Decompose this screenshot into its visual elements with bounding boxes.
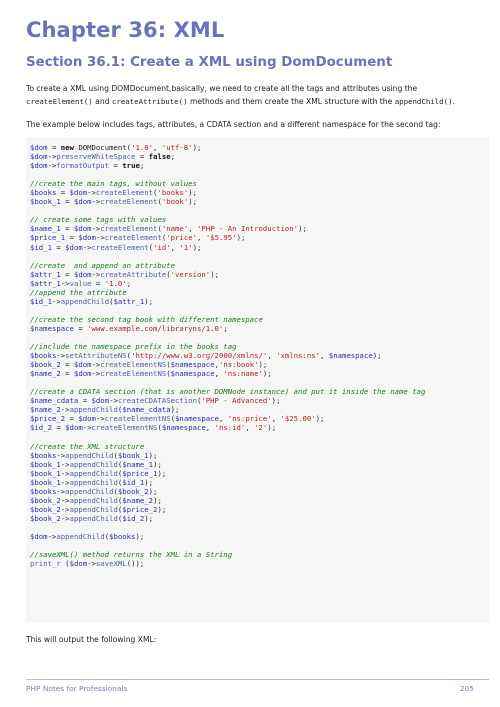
code-token: $book_2 [30, 495, 61, 505]
code-token: ( [117, 495, 123, 505]
code-line [30, 261, 175, 270]
code-token: ( [153, 188, 158, 198]
code-token: ); [315, 414, 325, 424]
code-token: -> [60, 504, 70, 514]
code-token: $id_2 [30, 423, 52, 433]
code-token: $name_1 [30, 224, 61, 234]
code-token: appendChild [56, 532, 105, 542]
code-token: ( [170, 414, 176, 424]
code-token: ( [117, 513, 123, 523]
code-token: $books [30, 450, 57, 460]
code-token: = [78, 396, 92, 406]
code-token: $dom [65, 423, 83, 433]
code-token: ; [170, 152, 176, 162]
code-token: ; [126, 278, 132, 288]
code-token: = [65, 233, 79, 243]
code-token: , [245, 423, 255, 433]
example-paragraph: The example below includes tags, attributes, a CDATA section and a different namespace for the second tag: [26, 120, 441, 129]
code-line [30, 152, 175, 161]
code-line [30, 478, 153, 487]
code-line [30, 351, 382, 360]
code-token: ( [166, 369, 171, 379]
code-token: $books [109, 532, 136, 542]
code-token: ); [192, 242, 202, 252]
code-token: '1.0' [104, 278, 127, 288]
code-token: $book_2 [30, 513, 61, 523]
code-token: 'id' [153, 242, 171, 252]
code-token: '$5.95' [205, 233, 237, 243]
code-token: -> [56, 486, 66, 496]
code-token: //saveXML() method returns the XML in a String [30, 550, 233, 560]
code-line [30, 396, 280, 405]
code-token: $name_2 [30, 405, 61, 415]
code-token: appendChild [65, 450, 114, 460]
code-token: $name_2 [30, 369, 61, 379]
footer-book-title: PHP Notes for Professionals [26, 684, 128, 693]
code-token: -> [109, 396, 118, 406]
code-token: -> [47, 161, 57, 171]
code-token: ( [166, 269, 171, 279]
code-token: //create the XML structure [30, 441, 145, 451]
code-token: ); [144, 477, 154, 487]
code-token: = [135, 152, 149, 162]
code-line [30, 550, 232, 559]
code-token: $dom [69, 559, 88, 569]
code-token: , [267, 351, 277, 361]
code-token: ( [161, 233, 167, 243]
code-line [30, 215, 166, 224]
code-token: = [56, 188, 70, 198]
code-token: $namespace [170, 369, 215, 379]
code-token: 'name' [161, 224, 189, 234]
code-token: -> [60, 468, 70, 478]
code-token: setAttributeNS [65, 351, 127, 361]
intro-code-appendChild: appendChild() [394, 96, 453, 106]
code-token: $name_cdata [122, 405, 171, 415]
code-token: $books [30, 351, 57, 361]
code-line [30, 496, 162, 505]
intro-text-2: and [92, 96, 112, 106]
code-line [30, 324, 228, 333]
code-token: ); [170, 405, 180, 415]
code-line [30, 224, 307, 233]
code-token: ); [153, 495, 162, 505]
code-token: ); [271, 396, 281, 406]
code-token: -> [47, 152, 57, 162]
code-token: , [320, 351, 329, 361]
code-token: = [47, 143, 61, 152]
code-line [30, 451, 157, 460]
code-token: ( [104, 532, 110, 542]
code-token: ); [148, 486, 158, 496]
code-token: ( [126, 351, 132, 361]
code-token: $dom [30, 532, 48, 542]
code-token: ( [196, 396, 202, 406]
section-title: Section 36.1: Create a XML using DomDocument [26, 55, 393, 70]
code-token: = [60, 269, 74, 279]
code-token: appendChild [69, 468, 118, 478]
code-token: //append the attribute [30, 287, 127, 297]
code-token: , [197, 233, 206, 243]
code-token: 'books' [157, 188, 189, 198]
code-token: -> [91, 224, 101, 234]
code-token: preserveWhiteSpace [56, 152, 136, 162]
code-token: //include the namespace prefix in the books tag [30, 342, 237, 352]
code-token: -> [95, 414, 105, 424]
code-token: ( [117, 468, 123, 478]
code-token: 'utf-8' [161, 143, 193, 152]
code-token: -> [87, 188, 96, 198]
code-token: , [214, 360, 219, 370]
code-token: -> [82, 242, 92, 252]
code-token: 'ns:name' [223, 369, 263, 379]
code-token: $attr_1 [30, 269, 61, 279]
code-token: appendChild [69, 405, 118, 415]
code-token: 'book' [161, 197, 189, 207]
code-token: createElement [100, 224, 158, 234]
code-token: = [60, 360, 74, 370]
code-line [30, 297, 153, 306]
code-token: ( [157, 197, 162, 207]
code-token: '1' [179, 242, 193, 252]
code-token: print_r [30, 559, 61, 569]
code-token: = [60, 197, 74, 207]
code-token: createElementNS [100, 369, 167, 379]
output-paragraph: This will output the following XML: [26, 635, 157, 644]
code-line [30, 369, 272, 378]
code-token: ); [144, 513, 154, 523]
code-token: appendChild [69, 495, 118, 505]
code-line [30, 342, 236, 351]
code-token: -> [87, 559, 96, 569]
code-line [30, 505, 166, 514]
code-line [30, 423, 276, 432]
code-token: ); [153, 459, 162, 469]
code-token: -> [60, 477, 70, 487]
code-token: $price_2 [122, 504, 158, 514]
code-token: = [51, 242, 66, 252]
code-token: $id_1 [30, 296, 52, 306]
code-token: ); [135, 532, 145, 542]
code-token: ); [192, 143, 202, 152]
code-token: createAttribute [100, 269, 167, 279]
code-token: ( [109, 296, 114, 306]
chapter-title: Chapter 36: XML [26, 18, 225, 42]
code-token: value [69, 278, 92, 288]
code-token: 'price' [166, 233, 198, 243]
code-token: , [218, 414, 228, 424]
intro-text-1: To create a XML using DOMDocument,basically, we need to create all the tags and attributes using the [26, 84, 418, 93]
code-token: appendChild [69, 477, 118, 487]
code-token: = [65, 414, 79, 424]
code-token: ); [372, 351, 382, 361]
code-token: -> [60, 278, 70, 288]
code-token: $dom [30, 143, 48, 152]
code-token: $dom [78, 233, 96, 243]
code-token: $book_1 [30, 197, 61, 207]
code-token: , [205, 423, 215, 433]
code-token: 'PHP - An Introduction' [197, 224, 299, 234]
code-line [30, 233, 245, 242]
code-token: $dom [73, 269, 92, 279]
code-token: $namespace [30, 323, 74, 333]
code-token: // create some tags with values [30, 215, 167, 225]
code-token: ); [188, 197, 198, 207]
code-token: ( [113, 450, 118, 460]
code-token: '$25.00' [280, 414, 316, 424]
code-token: $dom [78, 414, 96, 424]
code-token: -> [91, 369, 101, 379]
code-token: , [188, 224, 198, 234]
code-token: $name_cdata [30, 396, 79, 406]
code-token: $price_1 [30, 233, 66, 243]
code-token: = [91, 278, 105, 288]
code-token: -> [60, 513, 70, 523]
code-token: appendChild [69, 504, 118, 514]
code-token: -> [95, 233, 105, 243]
code-token: appendChild [65, 486, 114, 496]
code-line [30, 487, 157, 496]
code-line [30, 559, 144, 568]
code-line [30, 279, 131, 288]
code-token: $dom [73, 360, 92, 370]
code-token: ); [144, 296, 154, 306]
code-line [30, 143, 201, 152]
code-line [30, 161, 144, 170]
code-token: -> [91, 269, 101, 279]
code-token: $dom [91, 396, 110, 406]
code-token: ( [117, 459, 123, 469]
code-line [30, 460, 162, 469]
code-token: -> [56, 450, 66, 460]
code-token: saveXML [95, 559, 127, 569]
footer-page-number: 205 [459, 684, 474, 693]
code-token: createElementNS [100, 360, 167, 370]
code-token: appendChild [60, 296, 110, 306]
code-token: ); [267, 423, 277, 433]
code-token: $attr_1 [113, 296, 145, 306]
code-token: 'ns:id' [214, 423, 246, 433]
code-token: 'http://www.w3.org/2000/xmlns/' [131, 351, 268, 361]
code-token: $dom [30, 152, 48, 162]
code-token: -> [51, 296, 61, 306]
code-token: 'version' [170, 269, 211, 279]
code-line [30, 387, 425, 396]
code-token: $book_2 [30, 360, 61, 370]
code-token: false [148, 152, 171, 162]
code-token: 'PHP - Advanced' [201, 396, 272, 406]
code-line [30, 188, 197, 197]
code-token: ( [117, 504, 123, 514]
code-token: formatOutput [56, 161, 110, 171]
code-token: , [214, 369, 224, 379]
code-token: ); [148, 450, 158, 460]
code-token: ( [157, 423, 162, 433]
intro-code-createElement: createElement() [26, 96, 93, 106]
code-token: DOMDocument( [73, 143, 132, 152]
code-line [30, 288, 127, 297]
code-token: $book_1 [117, 450, 149, 460]
code-token: $book_2 [117, 486, 149, 496]
code-token: ( [166, 360, 171, 370]
code-token: -> [91, 197, 101, 207]
code-token: 'xmlns:ns' [276, 351, 320, 361]
code-token: $name_2 [122, 495, 154, 505]
code-token: ); [236, 233, 246, 243]
code-token: ( [117, 405, 123, 415]
code-token: $dom [73, 369, 92, 379]
code-token: $book_1 [30, 468, 61, 478]
code-token: ( [117, 477, 123, 487]
code-token: ; [223, 323, 228, 333]
code-token: $namespace [161, 423, 206, 433]
code-token: -> [82, 423, 92, 433]
code-line [30, 179, 197, 188]
code-token: $books [30, 188, 57, 198]
code-token: appendChild [69, 459, 118, 469]
code-token: $dom [65, 242, 83, 252]
code-token: $book_1 [30, 459, 61, 469]
code-token: //create the second tag book with different namespace [30, 314, 263, 324]
code-token: -> [47, 532, 57, 542]
code-token: //create and append an attribute [30, 260, 175, 270]
code-token: createElement [91, 242, 149, 252]
code-token: $name_1 [122, 459, 154, 469]
code-line [30, 360, 267, 369]
code-token: createElement [104, 233, 162, 243]
code-token: ); [262, 369, 272, 379]
code-token: ( [157, 224, 162, 234]
code-token: = [60, 369, 74, 379]
code-token: $dom [73, 197, 92, 207]
code-token: ); [157, 504, 167, 514]
intro-text-3: methods and them create the XML structure with the [187, 96, 395, 106]
code-token: true [122, 161, 140, 171]
code-listing [26, 137, 489, 568]
code-line [30, 414, 324, 423]
code-token: ( [113, 486, 118, 496]
intro-text-4: . [452, 96, 455, 106]
code-token: createElementNS [91, 423, 158, 433]
footer-divider [26, 679, 489, 680]
code-token: $book_2 [30, 504, 61, 514]
code-line [30, 243, 201, 252]
code-token: //create the main tags, without values [30, 179, 197, 189]
code-token: -> [56, 351, 66, 361]
code-token: ; [139, 161, 145, 171]
code-token: 'ns:book' [218, 360, 259, 370]
code-token: -> [91, 360, 101, 370]
code-line [30, 315, 263, 324]
code-token: ()); [126, 559, 145, 569]
code-block [26, 137, 489, 622]
code-token: createElementNS [104, 414, 171, 424]
code-token: $attr_1 [30, 278, 61, 288]
code-token: $price_2 [30, 414, 66, 424]
code-token: $namespace [175, 414, 219, 424]
code-token: appendChild [69, 513, 118, 523]
code-token: $namespace [328, 351, 373, 361]
code-token: createCDATASection [117, 396, 197, 406]
code-token: $price_1 [122, 468, 158, 478]
code-token: 'www.example.com/libraryns/1.0' [87, 323, 224, 333]
code-token: createElement [95, 188, 154, 198]
code-token: ); [258, 360, 268, 370]
code-token: = [51, 423, 66, 433]
code-token: new [60, 143, 74, 152]
code-token: = [60, 224, 74, 234]
code-token: $id_1 [122, 477, 145, 487]
code-token: -> [60, 459, 70, 469]
code-token: '2' [254, 423, 268, 433]
code-token: , [271, 414, 281, 424]
code-line [30, 442, 144, 451]
code-token: //create a CDATA section (that is another DOMNode instance) and put it inside the name tag [30, 387, 426, 397]
code-token: -> [60, 405, 70, 415]
code-token: ); [298, 224, 307, 234]
code-token: $namespace [170, 360, 215, 370]
code-token: ); [188, 188, 198, 198]
code-token: $dom [30, 161, 48, 171]
code-token: ); [157, 468, 167, 478]
code-line [30, 469, 166, 478]
code-token: ( [148, 242, 154, 252]
code-token: ( [60, 559, 70, 569]
code-line [30, 197, 197, 206]
code-token: $dom [69, 188, 88, 198]
code-token: createElement [100, 197, 158, 207]
code-token: = [109, 161, 123, 171]
code-line [30, 514, 153, 523]
code-token: , [170, 242, 180, 252]
code-token: , [153, 143, 162, 152]
code-token: 'ns:price' [227, 414, 272, 424]
code-token: '1.0' [131, 143, 154, 152]
code-token: = [73, 323, 88, 333]
code-token: $dom [73, 224, 92, 234]
code-token: $id_2 [122, 513, 145, 523]
code-line [30, 270, 219, 279]
code-token: $books [30, 486, 57, 496]
code-token: $id_1 [30, 242, 52, 252]
code-line [30, 405, 179, 414]
code-token: $book_1 [30, 477, 61, 487]
intro-code-createAttribute: createAttribute() [111, 96, 188, 106]
intro-paragraph [26, 83, 481, 108]
code-token: ); [210, 269, 219, 279]
code-token: -> [60, 495, 70, 505]
code-line [30, 532, 144, 541]
